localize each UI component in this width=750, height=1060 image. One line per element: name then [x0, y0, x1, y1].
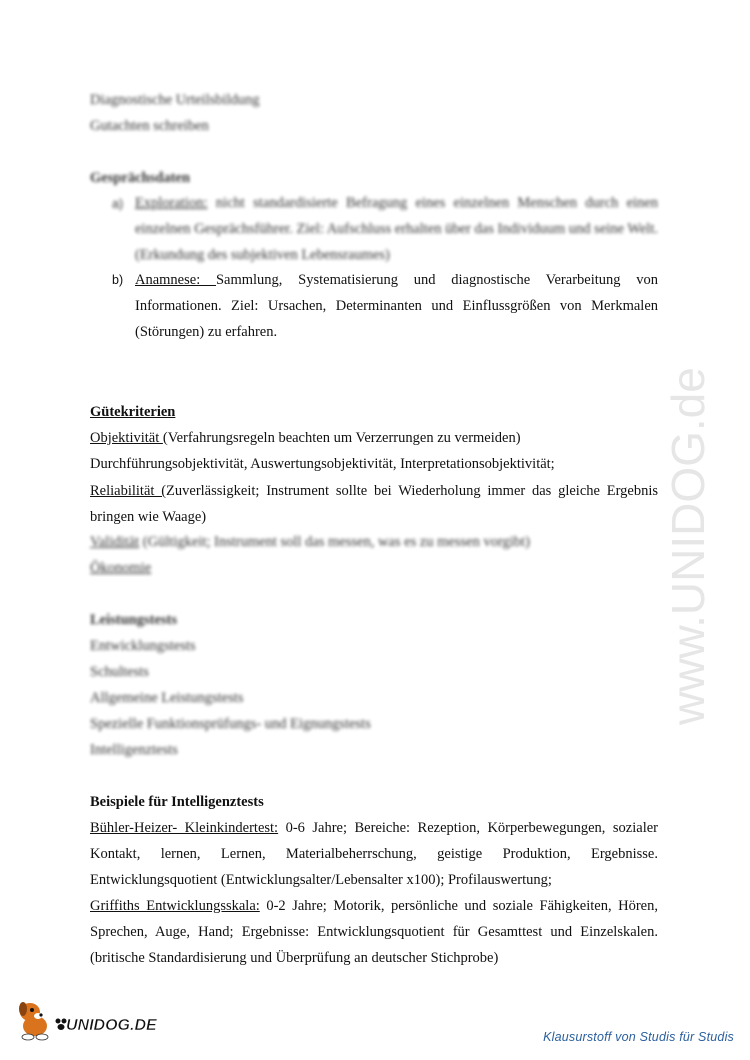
exploration-text: nicht standardisierte Befragung eines einzelnen Menschen durch einen einzelnen Gesprächsführer. Ziel: Aufschluss erhalten über das Individuum und seine Welt. (Erkundung des subjektiven Lebensraumes) — [135, 195, 658, 263]
validitaet-term: Validität — [90, 534, 140, 550]
dog-mascot-icon — [19, 1002, 48, 1040]
leistungstests-item: Schultests — [90, 664, 149, 680]
leistungstests-item: Allgemeine Leistungstests — [90, 690, 244, 706]
unidog-logo[interactable] — [8, 990, 168, 1050]
header-line-1: Diagnostische Urteilsbildung — [90, 92, 260, 108]
buehler-text: 0-6 Jahre; Bereiche: Rezeption, Körperbewegungen, sozialer Kontakt, lernen, Lernen, Materialbeherrschung, geistige Produktion, Ergebnisse. Entwicklungsquotient (Entwicklungsalter/Lebensalter x100); Profilauswertung; — [90, 820, 658, 888]
oekonomie-line: Ökonomie — [90, 560, 152, 576]
griffiths-term: Griffiths Entwicklungsskala: — [90, 898, 260, 914]
leistungstests-item: Entwicklungstests — [90, 638, 196, 654]
paw-print-icon — [56, 1019, 67, 1031]
buehler-term: Bühler-Heizer- Kleinkindertest: — [90, 820, 279, 836]
watermark-text: www.UNIDOG.de — [662, 367, 714, 725]
validitaet-text: (Gültigkeit; Instrument soll das messen, was es zu messen vorgibt) — [139, 534, 530, 550]
objektivitaet-text: (Verfahrungsregeln beachten um Verzerrungen zu vermeiden) — [162, 430, 521, 446]
objektivitaet-types: Durchführungsobjektivität, Auswertungsobjektivität, Interpretationsobjektivität; — [90, 456, 555, 472]
footer-tagline: Klausurstoff von Studis für Studis — [543, 1030, 734, 1044]
header-line-2: Gutachten schreiben — [90, 118, 209, 134]
reliabilitaet-term: Reliabilität ( — [90, 483, 167, 499]
gespraechsdaten-title: Gesprächsdaten — [90, 170, 190, 186]
item-b-marker: b) — [112, 273, 124, 287]
item-a-marker: a) — [112, 197, 124, 211]
intelligenztests-title: Beispiele für Intelligenztests — [90, 794, 264, 810]
exploration-paragraph — [135, 190, 658, 268]
leistungstests-title: Leistungstests — [90, 612, 178, 628]
anamnese-term: Anamnese: — [135, 272, 216, 288]
watermark — [660, 280, 720, 730]
reliabilitaet-paragraph — [90, 478, 658, 530]
reliabilitaet-text: Zuverlässigkeit; Instrument sollte bei Wiederholung immer das gleiche Ergebnis bringen wie Waage) — [90, 483, 658, 525]
validitaet-line — [90, 535, 530, 550]
objektivitaet-line — [90, 431, 521, 446]
exploration-term: Exploration: — [135, 195, 208, 211]
leistungstests-item: Spezielle Funktionsprüfungs- und Eignungstests — [90, 716, 371, 732]
leistungstests-item: Intelligenztests — [90, 742, 178, 758]
anamnese-text: Sammlung, Systematisierung und diagnostische Verarbeitung von Informationen. Ziel: Ursachen, Determinanten und Einflussgrößen von Merkmalen (Störungen) zu erfahren. — [135, 272, 658, 340]
griffiths-paragraph — [90, 893, 658, 971]
griffiths-text: 0-2 Jahre; Motorik, persönliche und soziale Fähigkeiten, Hören, Sprechen, Auge, Hand; Ergebnisse: Entwicklungsquotient für Gesamttest und Einzelskalen. (britische Standardisierung und Überprüfung an deutscher Stichprobe) — [90, 898, 658, 966]
buehler-paragraph — [90, 815, 658, 893]
anamnese-paragraph — [135, 267, 658, 345]
guetekriterien-title: Gütekriterien — [90, 404, 176, 420]
logo-text: UNIDOG.DE — [66, 1017, 157, 1034]
objektivitaet-term: Objektivität — [90, 430, 163, 446]
